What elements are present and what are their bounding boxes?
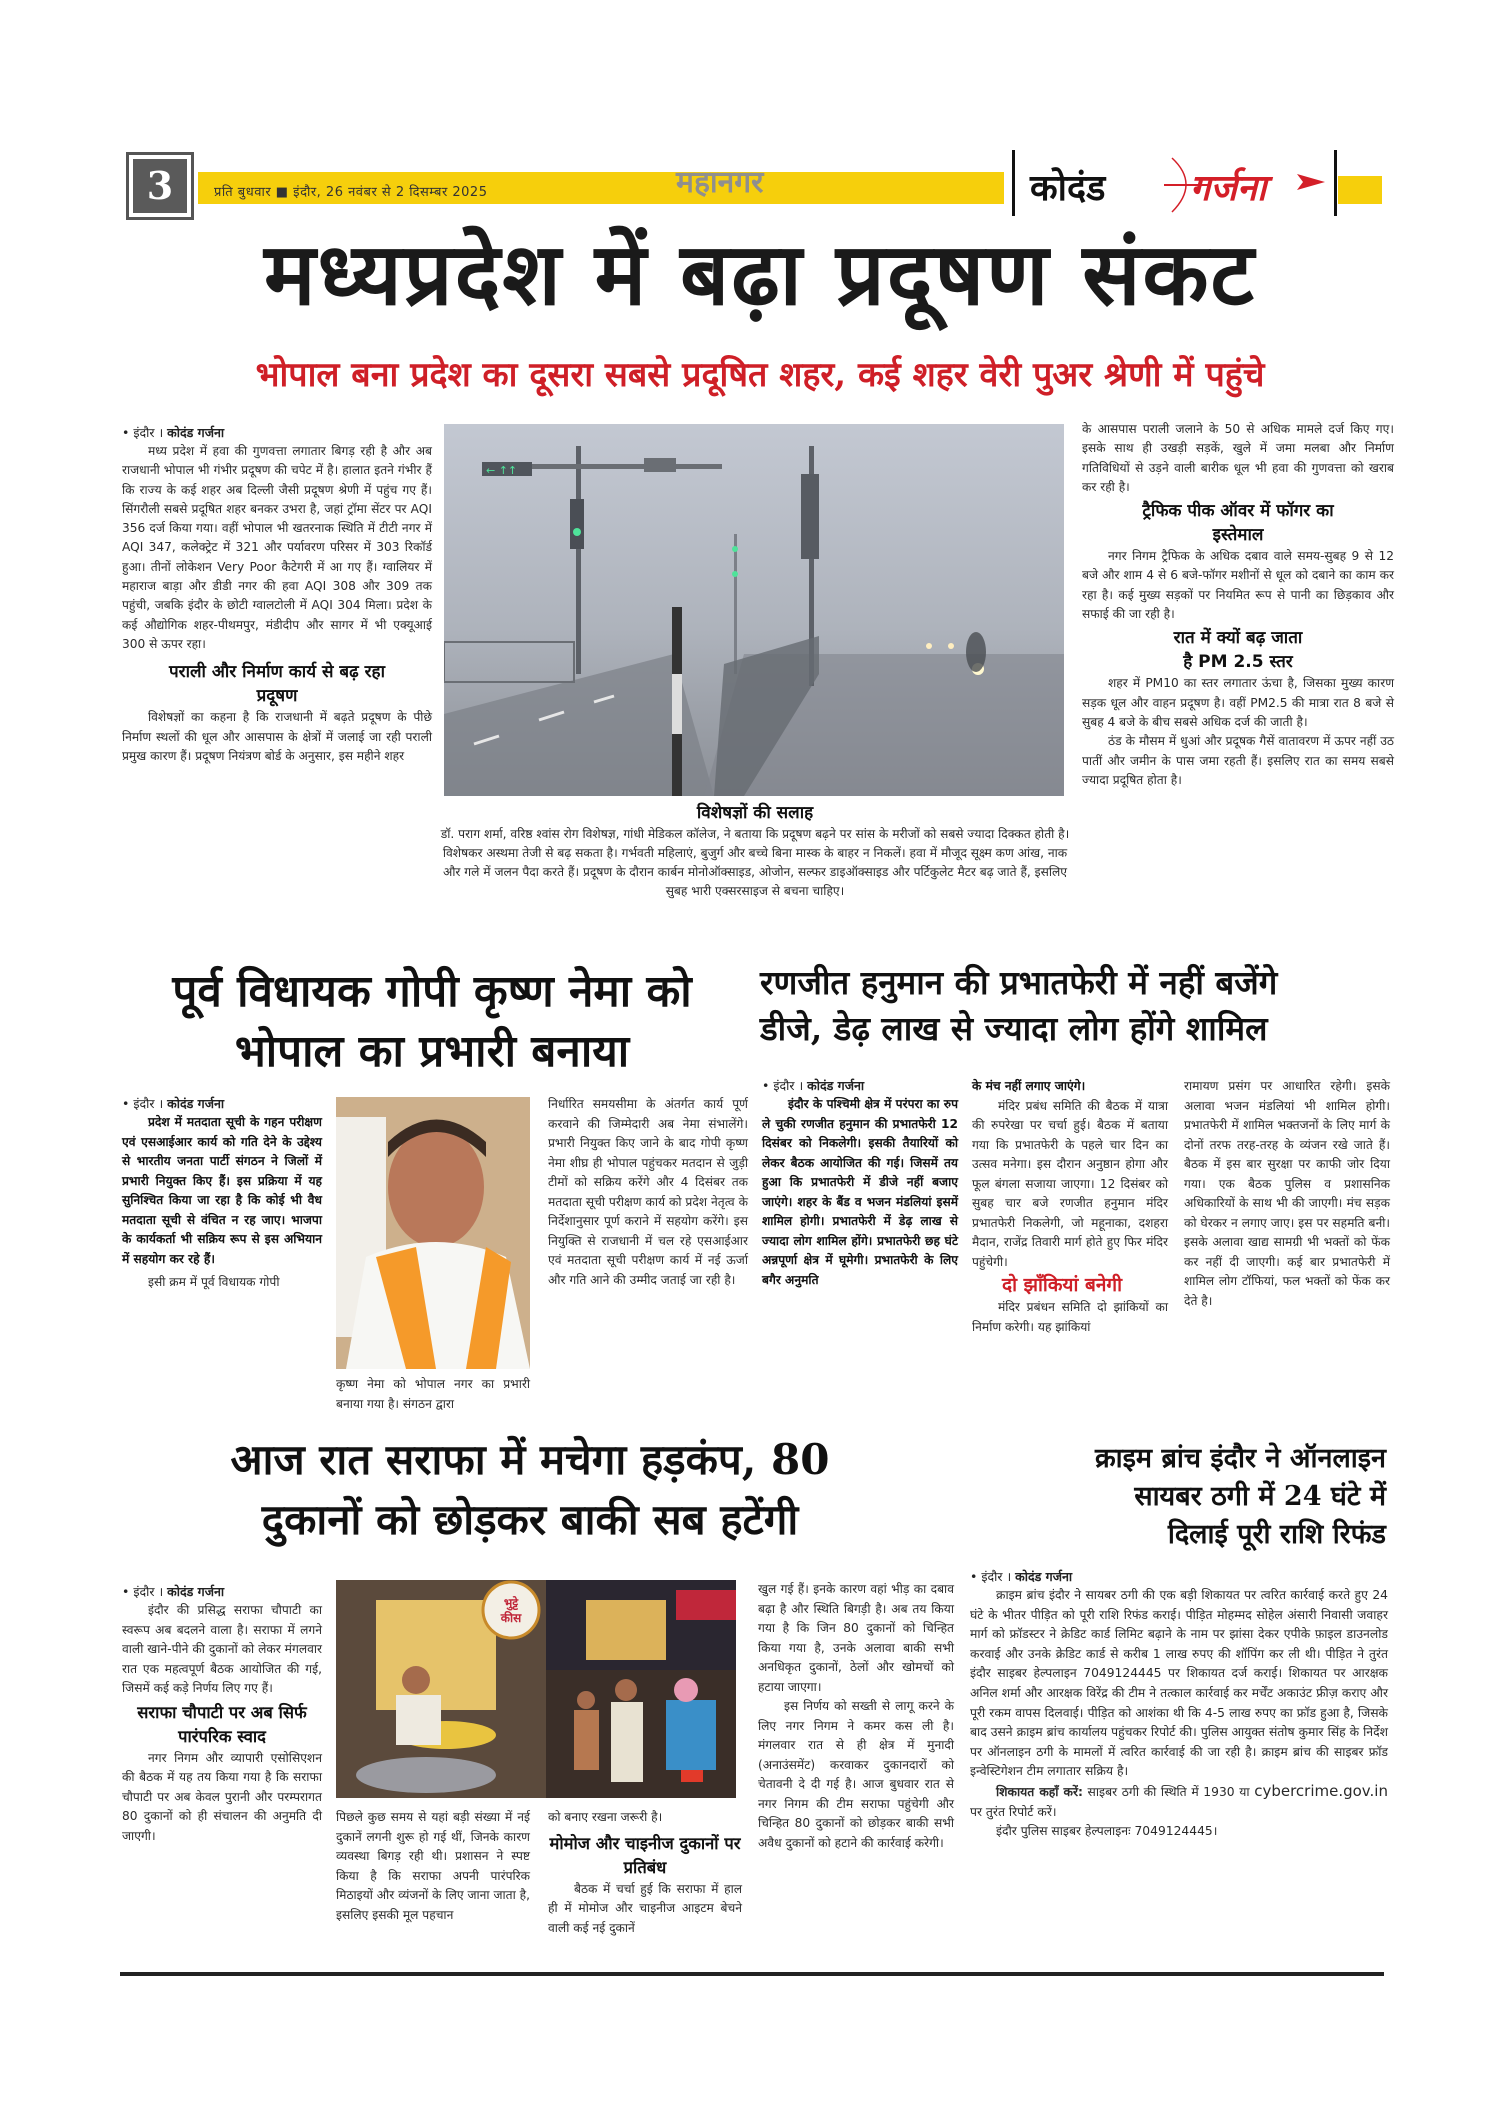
cybercrime-link[interactable]: cybercrime.gov.in xyxy=(1254,1781,1388,1800)
story2-under-photo xyxy=(336,1375,530,1414)
story4-column-1 xyxy=(122,1583,322,1846)
story2-lead xyxy=(122,1113,322,1269)
masthead-logo xyxy=(1012,150,1337,220)
paragraph: प्रदेश में मतदाता सूची के गहन परीक्षण एवं एसआईआर कार्य को गति देने के उद्देश्य से भारतीय जनता पार्टी संगठन ने जिलों में प्रभारी नियुक्त किए हैं। इस प्रक्रिया में यह सुनिश्चित किया जा रहा है कि कोई भी वैध मतदाता सूची से वंचित न रह जाए। भाजपा के कार्यकर्ता भी सक्रिय रूप से इस अभियान में सहयोग कर रहे हैं। xyxy=(122,1115,322,1266)
story4-body-4 xyxy=(548,1880,742,1939)
paragraph: इंदौर के पश्चिमी क्षेत्र में परंपरा का रुप ले चुकी रणजीत हनुमान की प्रभातफेरी 12 दिसंबर को निकलेगी। इसकी तैयारियों को लेकर बैठक आयोजित की गई। जिसमें तय हुआ कि प्रभातफेरी में डीजे नहीं बजाए जाएंगे। शहर के बैंड व भजन मंडलियां इसमें शामिल होगी। प्रभातफेरी में डेढ़ लाख से ज्यादा लोग शामिल होंगे। प्रभातफेरी छह घंटे अन्नपूर्णा क्षेत्र में घूमेगी। प्रभातफेरी के लिए बगैर अनुमति xyxy=(762,1097,958,1287)
story1-subhead-3 xyxy=(1082,626,1394,674)
paragraph: इस निर्णय को सख्ती से लागू करने के लिए नगर निगम ने कमर कस ली है। मंगलवार रात से ही क्षेत्र में मुनादी (अनाउंसमेंट) करवाकर दुकानदारों को चेतावनी दे दी गई है। आज बुधवार रात से नगर निगम की टीम सराफा पहुंचेगी और चिन्हित 80 दुकानों को छोड़कर बाकी सभी अवैध दुकानों को हटाने की कार्रवाई करेगी। xyxy=(758,1699,954,1850)
expert-advice-title: विशेषज्ञों की सलाह xyxy=(696,803,814,823)
story4-headline xyxy=(120,1430,940,1550)
dateline xyxy=(122,1095,322,1113)
sarafa-market-photo xyxy=(336,1580,736,1798)
headline-line: सायबर ठगी में 24 घंटे में xyxy=(1134,1481,1386,1512)
dateline xyxy=(970,1568,1388,1586)
story5-para xyxy=(970,1586,1388,1782)
story4-column-2 xyxy=(336,1808,530,1925)
story3-column-2 xyxy=(972,1077,1168,1337)
story1-subhead-1: पराली और निर्माण कार्य से बढ़ रहा प्रदूषण xyxy=(169,662,385,707)
page-number-box xyxy=(126,152,194,220)
headline-line: रणजीत हनुमान की प्रभातफेरी में नहीं बजेंगे xyxy=(760,963,1278,1002)
politician-image xyxy=(336,1097,530,1369)
dateline-place: • इंदौर । xyxy=(122,425,164,440)
bottom-rule xyxy=(120,1972,1384,1976)
main-subheadline: भोपाल बना प्रदेश का दूसरा सबसे प्रदूषित शहर, कई शहर वेरी पुअर श्रेणी में पहुंचे xyxy=(255,355,1265,395)
subhead-line: है PM 2.5 स्तर xyxy=(1183,652,1293,673)
dateline-source: कोदंड गर्जना xyxy=(807,1078,865,1093)
helpline-text: इंदौर पुलिस साइबर हेल्पलाइनः 7049124445। xyxy=(996,1824,1218,1839)
story2-headline xyxy=(112,962,752,1082)
dateline-source: कोदंड गर्जना xyxy=(167,1096,225,1111)
story1-body-4 xyxy=(1082,547,1394,624)
story4-body-1 xyxy=(122,1601,322,1699)
paragraph: के आसपास पराली जलाने के 50 से अधिक मामले दर्ज किए गए। इसके साथ ही उखड़ी सड़कें, खुले में जमा मलबा और निर्माण गतिविधियों से उड़ने वाली बारीक धूल भी हवा की गुणवत्ता को खराब कर रही है। xyxy=(1082,422,1394,494)
paragraph: नगर निगम और व्यापारी एसोसिएशन की बैठक में यह तय किया गया है कि सराफा चौपाटी पर अब केवल पुरानी और परम्परागत 80 दुकानों को ही संचालन की अनुमति दी जाएगी। xyxy=(122,1750,322,1843)
arrow-left-icon: ← ↑↑ xyxy=(486,464,518,477)
story4-subhead-2: मोमोज और चाइनीज दुकानों पर प्रतिबंध xyxy=(549,1833,741,1877)
paragraph: मंदिर प्रबंध समिति की बैठक में यात्रा की रुपरेखा पर चर्चा हुई। बैठक में बताया गया कि प्रभातफेरी के पहले चार दिन का उत्सव मनेगा। इस दौरान अनुष्ठान होगा और फूल बंगला सजाया जाएगा। 12 दिसंबर को सुबह चार बजे रणजीत हनुमान मंदिर प्रभातफेरी निकलेगी, जो महूनाका, दशहरा मैदान, राजेंद्र तिवारी मार्ग होते हुए फिर मंदिर पहुंचेगी। xyxy=(972,1098,1168,1269)
dateline-place: • इंदौर । xyxy=(122,1096,164,1111)
paragraph: इंदौर की प्रसिद्ध सराफा चौपाटी का स्वरूप अब बदलने वाला है। सराफा में लगने वाली खाने-पीने की दुकानों को लेकर मंगलवार रात एक महत्वपूर्ण बैठक आयोजित की गई, जिसमें कई कड़े निर्णय लिए गए हैं। xyxy=(122,1603,322,1695)
dateline-place: • इंदौर । xyxy=(762,1078,804,1093)
paragraph: क्राइम ब्रांच इंदौर ने सायबर ठगी की एक बड़ी शिकायत पर त्वरित कार्रवाई करते हुए 24 घंटे के भीतर पीड़ित को पूरी राशि रिफंड कराई। पीड़ित मोहम्मद सोहेल अंसारी निवासी जवाहर मार्ग को फ्रॉडस्टर ने क्रेडिट कार्ड लिमिट बढ़ाने के नाम पर झांसा देकर एपीके फ़ाइल डाउनलोड करवाई और उनके क्रेडिट कार्ड से करीब 1 लाख रुपए की शॉपिंग कर ली थी। पीड़ित ने तुरंत इंदौर साइबर हेल्पलाइन 7049124445 पर शिकायत दर्ज कराई। शिकायत पर आरक्षक अनिल शर्मा और आरक्षक विरेंद्र की टीम ने तत्काल कार्रवाई कर मर्चेंट अकाउंट फ्रीज़ कराए और पूरी रकम वापस दिलवाई। पीड़ित को आशंका थी कि 4-5 लाख रुपए का फ्रॉड हुआ है, जिसके बाद उसने क्राइम ब्रांच कार्यालय पहुंचकर रिपोर्ट की। पुलिस आयुक्त संतोष कुमार सिंह के निर्देश पर ऑनलाइन ठगी के मामलों में त्वरित कार्रवाई की जा रही है। क्राइम ब्रांच की साइबर फ्रॉड इन्वेस्टिगेशन टीम लगातार सक्रिय है। xyxy=(970,1588,1388,1779)
page-number: 3 xyxy=(133,159,187,213)
story3-column-1 xyxy=(762,1077,958,1290)
arrow-head-icon xyxy=(1297,170,1327,194)
paragraph: पिछले कुछ समय से यहां बड़ी संख्या में नई दुकानें लगनी शुरू हो गई थीं, जिनके कारण व्यवस्था बिगड़ रही थी। प्रशासन ने स्पष्ट किया है कि सराफा अपनी पारंपरिक मिठाइयों और व्यंजनों के लिए जाना जाता है, इसलिए इसकी मूल पहचान xyxy=(336,1810,530,1922)
header-yellow-bar-right xyxy=(1338,176,1382,204)
story3-subhead: दो झाँकियां बनेगी xyxy=(1002,1274,1122,1296)
dateline xyxy=(122,1583,322,1601)
story1-body-1 xyxy=(122,442,432,654)
masthead-text-1: कोदंड xyxy=(1030,168,1106,209)
story5-body xyxy=(970,1568,1388,1842)
dateline xyxy=(122,424,432,442)
story3-lead-cont xyxy=(972,1077,1168,1097)
headline-line: दुकानों को छोड़कर बाकी सब हटेंगी xyxy=(261,1495,799,1544)
complaint-label: शिकायत कहाँ करें: xyxy=(996,1784,1083,1799)
story4-body-5 xyxy=(758,1580,954,1853)
paragraph: निर्धारित समयसीमा के अंतर्गत कार्य पूर्ण करवाने की जिम्मेदारी अब नेमा संभालेंगे। प्रभारी नियुक्त किए जाने के बाद गोपी कृष्ण नेमा शीघ्र ही भोपाल पहुंचकर मतदान से जुड़ी टीमों को सक्रिय करेंगे और 4 दिसंबर तक मतदाता सूची परीक्षण कार्य को प्रदेश नेतृत्व के निर्देशानुसार पूर्ण कराने में सहयोग करेंगे। इस नियुक्ति से राजधानी में चल रहे एसआईआर एवं मतदाता सूची परीक्षण कार्य में नई ऊर्जा और गति आने की उम्मीद जताई जा रही है। xyxy=(548,1097,748,1287)
story2-column-1 xyxy=(122,1095,322,1293)
politician-photo xyxy=(336,1097,530,1369)
sarafa-market-image xyxy=(336,1580,736,1798)
paragraph: खुल गई हैं। इनके कारण वहां भीड़ का दबाव बढ़ा है और स्थिति बिगड़ी है। अब तय किया गया है कि जिन 80 दुकानों को चिन्हित किया गया है, उनके अलावा बाकी सभी अनधिकृत दुकानों, ठेलों और खोमचों को हटाया जाएगा। xyxy=(758,1582,954,1694)
paragraph: शहर में PM10 का स्तर लगातार ऊंचा है, जिसका मुख्य कारण सड़क धूल और वाहन प्रदूषण है। वहीं PM2.5 की मात्रा रात 8 बजे से सुबह 4 बजे के बीच सबसे अधिक दर्ज की जाती है। xyxy=(1082,676,1394,729)
expert-advice-text: डॉ. पराग शर्मा, वरिष्ठ श्वांस रोग विशेषज्ञ, गांधी मेडिकल कॉलेज, ने बताया कि प्रदूषण बढ़ने पर सांस के मरीजों को सबसे ज्यादा दिक्कत होती है। विशेषकर अस्थमा तेजी से बढ़ सकता है। गर्भवती महिलाएं, बुजुर्ग और बच्चे बिना मास्क के बाहर न निकलें। हवा में मौजूद सूक्ष्म कण आंख, नाक और गले में जलन पैदा करते हैं। प्रदूषण के दौरान कार्बन मोनोऑक्साइड, ओजोन, सल्फर डाइऑक्साइड और पर्टिकुलेट मैटर बढ़ जाते हैं, इसलिए सुबह भारी एक्सरसाइज से बचना चाहिए। xyxy=(440,827,1070,898)
story1-column-3 xyxy=(1082,420,1394,790)
headline-line: पूर्व विधायक गोपी कृष्ण नेमा को xyxy=(172,966,692,1017)
paragraph: को बनाए रखना जरूरी है। xyxy=(548,1810,663,1824)
paragraph: के मंच नहीं लगाए जाएंगे। xyxy=(972,1079,1086,1093)
fog-road-image xyxy=(444,424,1064,796)
paragraph: मंदिर प्रबंधन समिति दो झांकियों का निर्माण करेगी। यह झांकियां xyxy=(972,1300,1168,1334)
paragraph: ठंड के मौसम में धुआं और प्रदूषक गैसें वातावरण में ऊपर नहीं उठ पातीं और जमीन के पास जमा रहती हैं। इसलिए रात का समय सबसे ज्यादा प्रदूषित होता है। xyxy=(1082,734,1394,787)
paragraph: नगर निगम ट्रैफिक के अधिक दबाव वाले समय-सुबह 9 से 12 बजे और शाम 4 से 6 बजे-फॉगर मशीनों से धूल को दबाने का काम कर रहा है। कई मुख्य सड़कों पर नियमित रूप से पानी का छिड़काव और सफाई की जा रही है। xyxy=(1082,549,1394,622)
story3-headline xyxy=(760,960,1405,1052)
masthead-divider-right xyxy=(1334,150,1337,216)
paragraph: इसी क्रम में पूर्व विधायक गोपी xyxy=(148,1275,280,1289)
story1-body-3 xyxy=(1082,420,1394,497)
dateline xyxy=(762,1077,958,1095)
headline-line: भोपाल का प्रभारी बनाया xyxy=(234,1026,630,1077)
dateline-place: • इंदौर । xyxy=(122,1584,164,1599)
story4-column-3 xyxy=(548,1808,742,1938)
story1-subhead-2: ट्रैफिक पीक ऑवर में फॉगर का इस्तेमाल xyxy=(1142,501,1334,546)
expert-advice-box xyxy=(440,800,1070,901)
story1-body-5 xyxy=(1082,674,1394,790)
shop-sign-text-1: भुट्टे xyxy=(503,1596,519,1610)
dateline-place: • इंदौर । xyxy=(970,1569,1012,1584)
headline-line: दिलाई पूरी राशि रिफंड xyxy=(1167,1519,1386,1550)
story5-complaint xyxy=(970,1782,1388,1842)
fog-road-photo xyxy=(444,424,1064,796)
story3-body-2 xyxy=(972,1298,1168,1337)
story5-headline xyxy=(966,1440,1386,1554)
paragraph: कृष्ण नेमा को भोपाल नगर का प्रभारी बनाया गया है। संगठन द्वारा xyxy=(336,1377,530,1411)
story4-body-3 xyxy=(548,1808,742,1828)
main-headline: मध्यप्रदेश में बढ़ा प्रदूषण संकट xyxy=(264,224,1256,325)
dateline-source: कोदंड गर्जना xyxy=(167,1584,225,1599)
story2-column-3 xyxy=(548,1095,748,1290)
shop-sign-text-2: कीस xyxy=(500,1611,522,1625)
headline-line: डीजे, डेढ़ लाख से ज्यादा लोग होंगे शामिल xyxy=(760,1009,1268,1048)
issue-dateline: प्रति बुधवार ■ इंदौर, 26 नवंबर से 2 दिसम्बर 2025 xyxy=(214,185,488,200)
story3-lead xyxy=(762,1095,958,1290)
story1-body-2 xyxy=(122,708,432,766)
story4-body-2 xyxy=(122,1749,322,1847)
complaint-text: साइबर ठगी की स्थिति में 1930 या xyxy=(1087,1784,1250,1799)
dateline-source: कोदंड गर्जना xyxy=(1015,1569,1073,1584)
subhead-line: रात में क्यों बढ़ जाता xyxy=(1173,628,1303,649)
story3-column-3 xyxy=(1184,1077,1390,1311)
complaint-text-2: पर तुरंत रिपोर्ट करें। xyxy=(970,1804,1057,1819)
story4-subhead-1: सराफा चौपाटी पर अब सिर्फ पारंपरिक स्वाद xyxy=(137,1702,307,1746)
headline-line: क्राइम ब्रांच इंदौर ने ऑनलाइन xyxy=(1094,1443,1386,1474)
paragraph: विशेषज्ञों का कहना है कि राजधानी में बढ़ते प्रदूषण के पीछे निर्माण स्थलों की धूल और आसपास के क्षेत्रों में जलाई जा रही पराली प्रमुख कारण हैं। प्रदूषण नियंत्रण बोर्ड के अनुसार, इस महीने शहर xyxy=(122,710,432,763)
paragraph: बैठक में चर्चा हुई कि सराफा में हाल ही में मोमोज और चाइनीज आइटम बेचने वाली कई नई दुकानें xyxy=(548,1881,742,1935)
story2-body-1 xyxy=(122,1273,322,1293)
masthead-divider-left xyxy=(1012,150,1015,216)
story3-body-1 xyxy=(972,1097,1168,1273)
dateline-source: कोदंड गर्जना xyxy=(167,425,225,440)
paragraph: रामायण प्रसंग पर आधारित रहेगी। इसके अलावा भजन मंडलियां भी शामिल होगी। प्रभातफेरी में शामिल भक्तजनों के लिए मार्ग के दोनों तरफ तरह-तरह के व्यंजन रखे जाते हैं। बैठक में इस बार सुरक्षा पर काफी जोर दिया गया। एक बैठक पुलिस व प्रशासनिक अधिकारियों के साथ भी की जाएगी। मंच सड़क को घेरकर न लगाए जाए। इस पर सहमति बनी। इसके अलावा खाद्य सामग्री भी भक्तों को फेंक कर नहीं दी जाएगी। कई बार प्रभातफेरी में शामिल लोग टॉफियां, फल भक्तों को फेंक कर देते है। xyxy=(1184,1079,1390,1308)
masthead-text-2: गर्जना xyxy=(1190,168,1267,209)
story1-column-1 xyxy=(122,424,432,766)
paragraph: मध्य प्रदेश में हवा की गुणवत्ता लगातार बिगड़ रही है और अब राजधानी भोपाल भी गंभीर प्रदूषण की चपेट में है। हालात इतने गंभीर हैं कि राज्य के कई शहर अब दिल्ली जैसी प्रदूषण श्रेणी में पहुंच गए हैं। सिंगरौली सबसे प्रदूषित शहर बनकर उभरा है, जहां ट्रॉमा सेंटर पर AQI 356 दर्ज किया गया। वहीं भोपाल भी खतरनाक स्थिति में टीटी नगर में AQI 347, कलेक्ट्रेट में 321 और पर्यावरण परिसर में 303 रिकॉर्ड हुआ। तीनों लोकेशन Very Poor कैटेगरी में आ गए हैं। ग्वालियर में महाराज बाड़ा और डीडी नगर की हवा AQI 308 और 309 तक पहुंची, जबकि इंदौर के छोटी ग्वालटोली में AQI 304 मिला। प्रदेश के कई औद्योगिक शहर-पीथमपुर, मंडीदीप और सागर में भी एक्यूआई 300 से ऊपर रहा। xyxy=(122,444,432,651)
story4-column-4 xyxy=(758,1580,954,1853)
section-name: महानगर xyxy=(676,165,764,200)
headline-line: आज रात सराफा में मचेगा हड़कंप, 80 xyxy=(230,1435,830,1484)
